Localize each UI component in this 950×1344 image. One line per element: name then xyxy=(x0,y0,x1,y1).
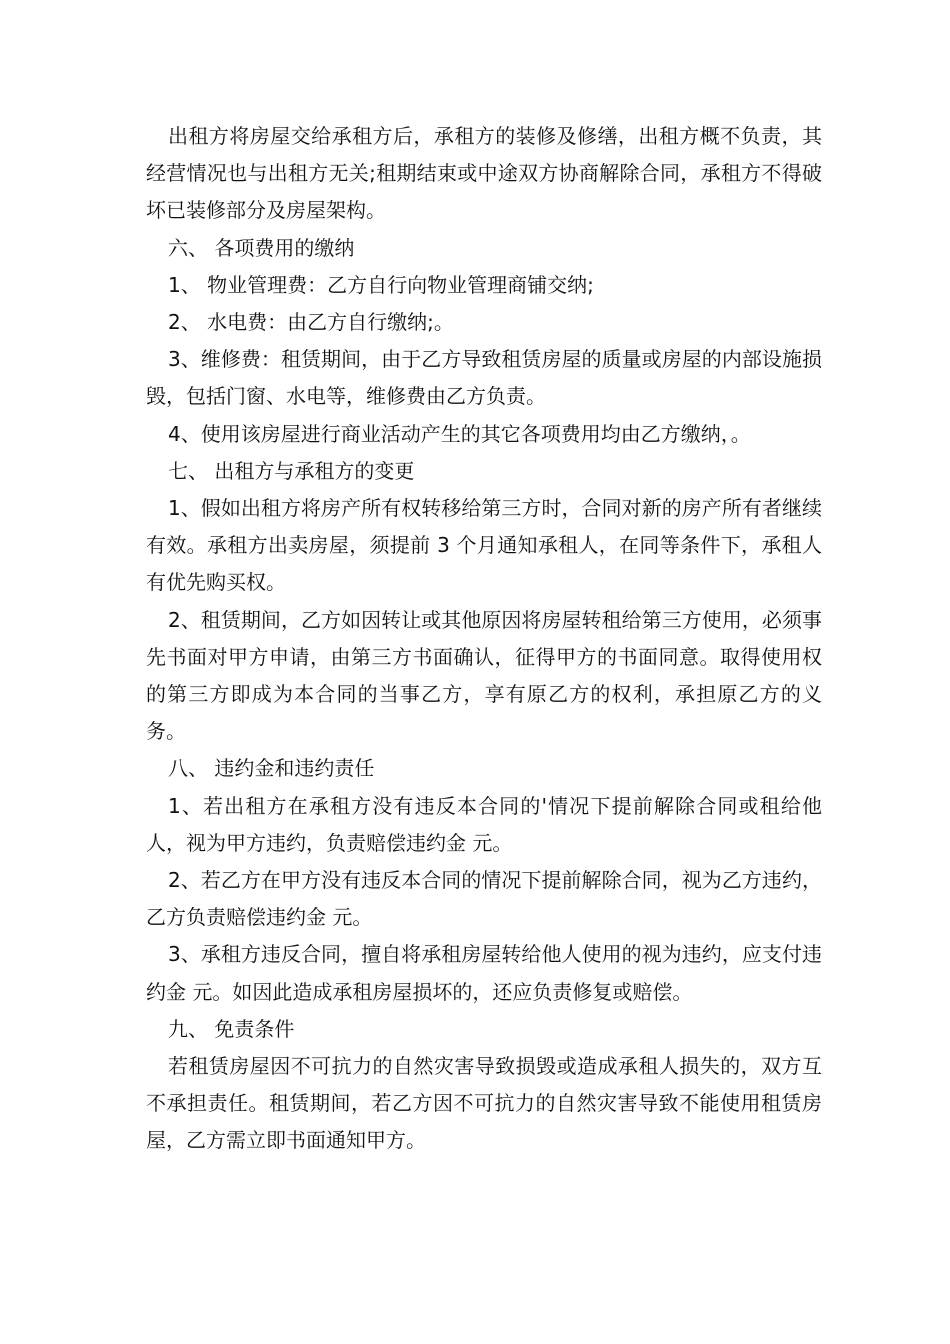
paragraph-lessor-breach: 1、若出租方在承租方没有违反本合同的'情况下提前解除合同或租给他人，视为甲方违约，负责赔偿违约金 元。 xyxy=(146,793,822,855)
paragraph-other-fees: 4、使用该房屋进行商业活动产生的其它各项费用均由乙方缴纳，。 xyxy=(168,421,751,446)
section-heading-exemption: 九、 免责条件 xyxy=(168,1016,295,1041)
paragraph-utilities-fee: 2、 水电费：由乙方自行缴纳;。 xyxy=(168,310,454,335)
paragraph-renovation: 出租方将房屋交给承租方后，承租方的装修及修缮，出租方概不负责，其经营情况也与出租方无关;租期结束或中途双方协商解除合同，承租方不得破坏已装修部分及房屋架构。 xyxy=(146,124,822,223)
paragraph-force-majeure: 若租赁房屋因不可抗力的自然灾害导致损毁或造成承租人损失的，双方互不承担责任。租赁期间，若乙方因不可抗力的自然灾害导致不能使用租赁房屋，乙方需立即书面通知甲方。 xyxy=(146,1054,822,1153)
section-heading-fees: 六、 各项费用的缴纳 xyxy=(168,235,355,260)
paragraph-property-fee: 1、 物业管理费：乙方自行向物业管理商铺交纳; xyxy=(168,272,594,297)
paragraph-ownership-transfer: 1、假如出租方将房产所有权转移给第三方时，合同对新的房产所有者继续有效。承租方出卖房屋，须提前 3 个月通知承租人，在同等条件下，承租人有优先购买权。 xyxy=(146,496,822,595)
paragraph-unauthorized-sublease: 3、承租方违反合同，擅自将承租房屋转给他人使用的视为违约，应支付违约金 元。如因此造成承租房屋损坏的，还应负责修复或赔偿。 xyxy=(146,942,822,1004)
paragraph-lessee-breach: 2、若乙方在甲方没有违反本合同的情况下提前解除合同，视为乙方违约，乙方负责赔偿违约金 元。 xyxy=(146,868,822,930)
paragraph-sublease: 2、租赁期间，乙方如因转让或其他原因将房屋转租给第三方使用，必须事先书面对甲方申请，由第三方书面确认，征得甲方的书面同意。取得使用权的第三方即成为本合同的当事乙方，享有原乙方的权利，承担原乙方的义务。 xyxy=(146,607,822,744)
paragraph-maintenance-fee: 3、维修费：租赁期间，由于乙方导致租赁房屋的质量或房屋的内部设施损毁，包括门窗、水电等，维修费由乙方负责。 xyxy=(146,347,822,409)
section-heading-penalty: 八、 违约金和违约责任 xyxy=(168,756,375,781)
section-heading-changes: 七、 出租方与承租方的变更 xyxy=(168,458,415,483)
document-page xyxy=(146,118,822,1160)
